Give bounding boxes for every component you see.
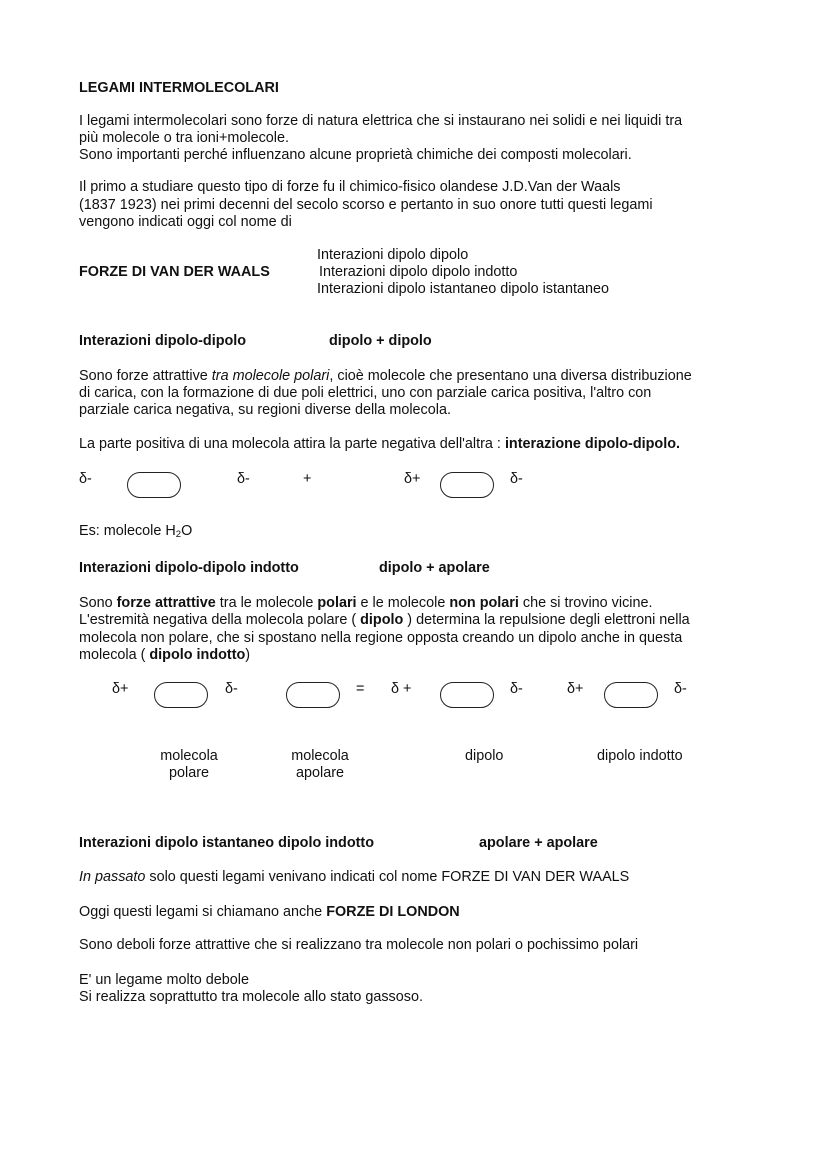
intro-line-1: I legami intermolecolari sono forze di natura elettrica che si instaurano nei solidi e nei liquidi tra [79, 113, 683, 129]
charge-label: δ- [79, 471, 92, 487]
section-formula-dipolo-dipolo: dipolo + dipolo [329, 333, 432, 349]
label-induced-dipole: dipolo indotto [597, 748, 683, 764]
text: Oggi questi legami si chiamano anche [79, 904, 327, 920]
section-heading-london: Interazioni dipolo istantaneo dipolo indotto [79, 835, 374, 851]
text: Sono [79, 595, 117, 611]
label-line: apolare [295, 765, 344, 782]
molecule-shape-dipole [440, 682, 494, 708]
section3-bond-line-2: Si realizza soprattutto tra molecole allo stato gassoso. [79, 989, 423, 1005]
italic-text: In passato [79, 869, 146, 885]
section-heading-dipolo-indotto: Interazioni dipolo-dipolo indotto [79, 560, 299, 576]
section2-para-line-3: molecola non polare, che si spostano nella regione opposta creando un dipolo anche in questa [79, 630, 683, 646]
charge-label: δ- [674, 681, 687, 697]
section3-past [79, 869, 629, 886]
charge-label: δ+ [112, 681, 129, 697]
bold-text: interazione dipolo-dipolo. [504, 436, 681, 452]
bold-text: polari [317, 595, 357, 611]
bold-text: non polari [449, 595, 519, 611]
italic-text: tra molecole polari [211, 368, 330, 384]
section1-para-line-1 [79, 368, 692, 385]
section-heading-dipolo-dipolo: Interazioni dipolo-dipolo [79, 333, 247, 349]
label-line: molecola [291, 748, 349, 764]
bold-text: FORZE DI LONDON [326, 904, 460, 920]
bold-text: forze attrattive [116, 595, 216, 611]
vdw-item-2: Interazioni dipolo dipolo indotto [319, 264, 518, 280]
text: ) determina la repulsione degli elettroni nella [403, 612, 690, 628]
text: La parte positiva di una molecola attira la parte negativa dell'altra : [79, 436, 505, 452]
vdw-item-1: Interazioni dipolo dipolo [317, 247, 469, 263]
section2-para-line-2 [79, 612, 690, 629]
section3-weak: Sono deboli forze attrattive che si realizzano tra molecole non polari o pochissimo polari [79, 937, 639, 953]
intro-line-3: Sono importanti perché influenzano alcune proprietà chimiche dei composti molecolari. [79, 147, 632, 163]
label-polar-molecule [149, 748, 229, 783]
section3-today [79, 904, 460, 921]
section1-para-line-2: di carica, con la formazione di due poli elettrici, uno con parziale carica positiva, l'altro con [79, 385, 652, 401]
text: e le molecole [356, 595, 450, 611]
charge-label: δ+ [567, 681, 584, 697]
section3-bond-line-1: E' un legame molto debole [79, 972, 249, 988]
section2-para-line-4 [79, 647, 250, 664]
charge-label: δ- [237, 471, 250, 487]
bold-text: dipolo indotto [149, 647, 246, 663]
intro-line-2: più molecole o tra ioni+molecole. [79, 130, 289, 146]
molecule-shape-induced [604, 682, 658, 708]
section1-para-line-3: parziale carica negativa, su regioni diverse della molecola. [79, 402, 451, 418]
molecule-shape-polar [154, 682, 208, 708]
history-line-1: Il primo a studiare questo tipo di forze fu il chimico-fisico olandese J.D.Van der Waals [79, 179, 621, 195]
section2-para-line-1 [79, 595, 652, 612]
text: tra le molecole [215, 595, 318, 611]
van-der-waals-label: FORZE DI VAN DER WAALS [79, 264, 270, 280]
example-h2o [79, 523, 192, 540]
page-title: LEGAMI INTERMOLECOLARI [79, 80, 279, 96]
charge-label: δ+ [404, 471, 421, 487]
label-dipole: dipolo [465, 748, 504, 764]
text: , cioè molecole che presentano una diversa distribuzione [329, 368, 692, 384]
history-line-3: vengono indicati oggi col nome di [79, 214, 292, 230]
charge-label: δ + [391, 681, 412, 697]
label-apolar-molecule [280, 748, 360, 783]
text: O [181, 523, 193, 539]
text: Sono forze attrattive [79, 368, 212, 384]
bold-text: dipolo [360, 612, 404, 628]
plus-sign: + [303, 471, 312, 487]
label-line: polare [168, 765, 209, 782]
molecule-shape [127, 472, 181, 498]
text: che si trovino vicine. [518, 595, 653, 611]
charge-label: δ- [510, 471, 523, 487]
text: L'estremità negativa della molecola polare ( [79, 612, 361, 628]
section-formula-dipolo-apolare: dipolo + apolare [379, 560, 490, 576]
vdw-item-3: Interazioni dipolo istantaneo dipolo istantaneo [317, 281, 610, 297]
text: Es: molecole H [79, 523, 176, 539]
text: solo questi legami venivano indicati col nome FORZE DI VAN DER WAALS [145, 869, 630, 885]
molecule-shape [440, 472, 494, 498]
charge-label: δ- [225, 681, 238, 697]
equals-sign: = [356, 681, 365, 697]
subscript: 2 [175, 529, 182, 540]
text: molecola ( [79, 647, 150, 663]
molecule-shape-apolar [286, 682, 340, 708]
text: ) [245, 647, 251, 663]
section-formula-apolare-apolare: apolare + apolare [479, 835, 598, 851]
section1-attraction [79, 436, 680, 453]
history-line-2: (1837 1923) nei primi decenni del secolo scorso e pertanto in suo onore tutti questi legami [79, 197, 653, 213]
charge-label: δ- [510, 681, 523, 697]
label-line: molecola [160, 748, 218, 764]
